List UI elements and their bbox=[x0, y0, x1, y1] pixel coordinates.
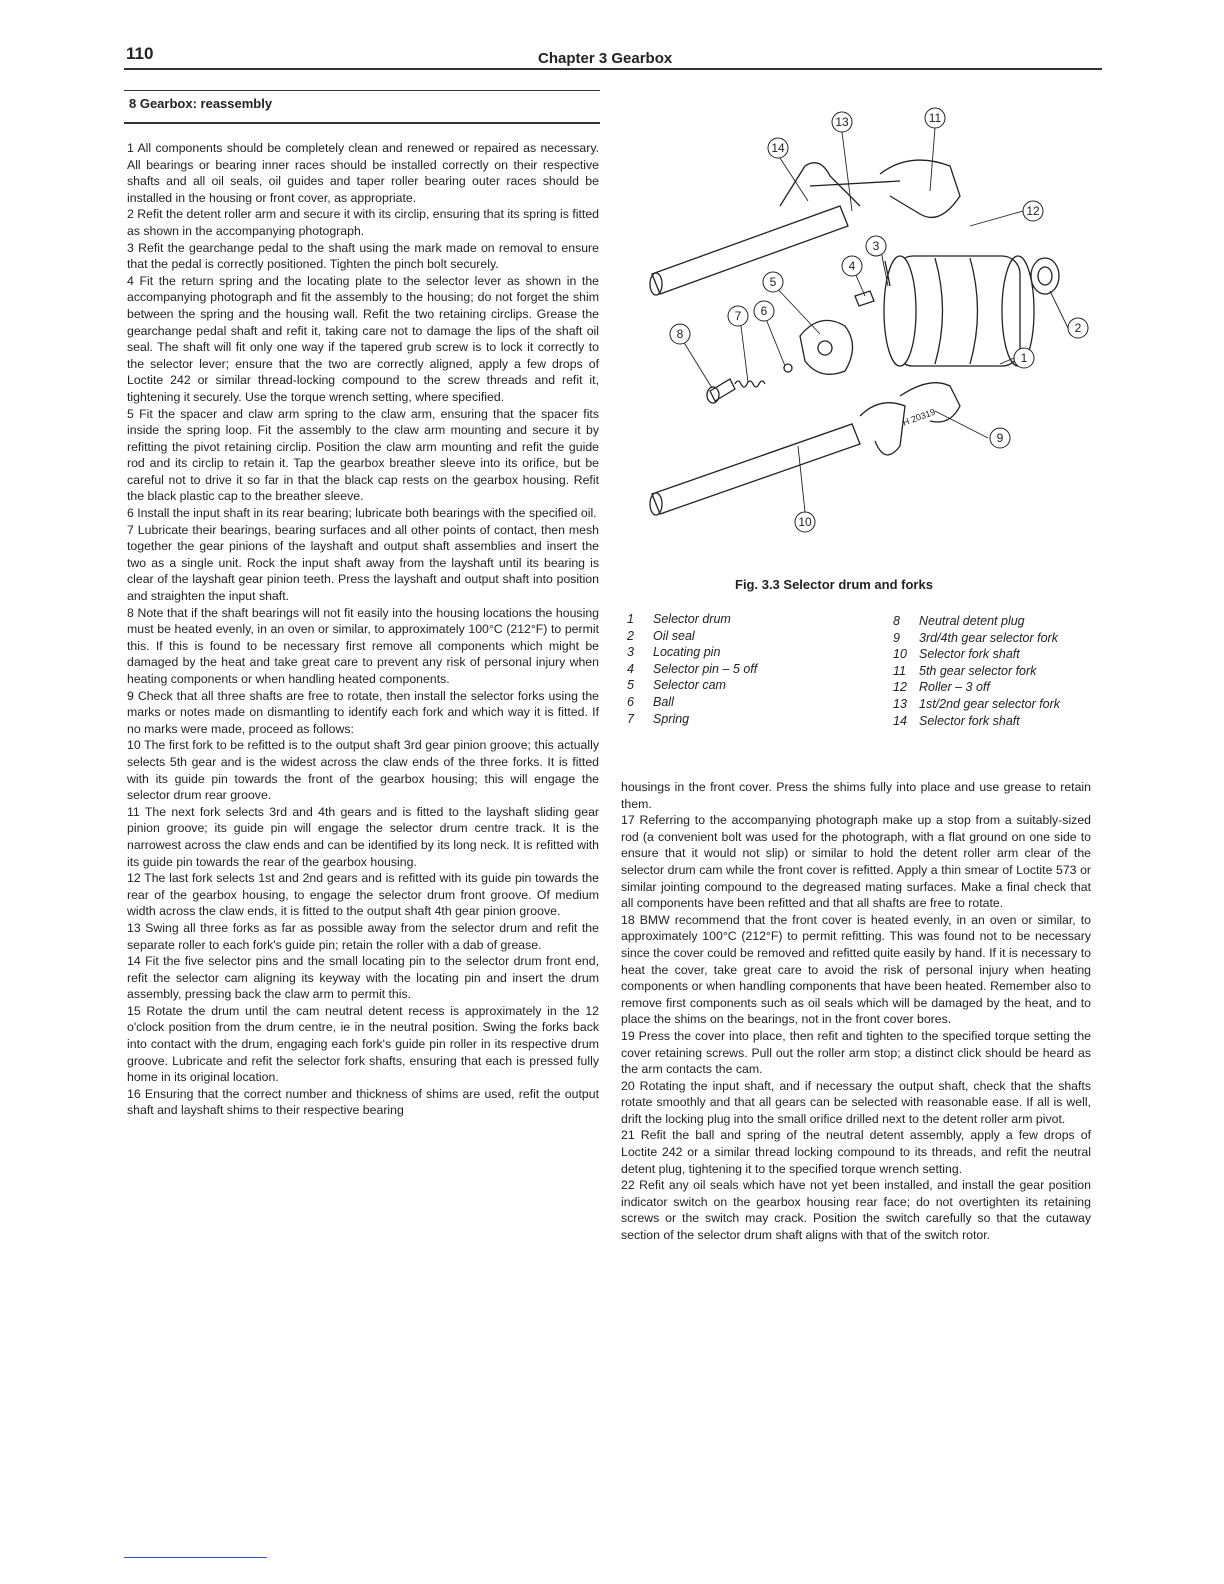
svg-text:8: 8 bbox=[676, 327, 684, 341]
chapter-title: Chapter 3 Gearbox bbox=[538, 50, 673, 67]
section-rule-bottom bbox=[124, 122, 600, 124]
callout-3 bbox=[866, 236, 886, 256]
svg-text:12: 12 bbox=[1026, 204, 1040, 218]
exploded-diagram bbox=[630, 96, 1098, 546]
paragraph: 19 Press the cover into place, then refit and tighten to the specified torque setting the cover retaining screws. Pull out the roller arm stop; a distinct click should be heard as the arm contacts the cam. bbox=[621, 1028, 1091, 1077]
section-title: 8 Gearbox: reassembly bbox=[129, 96, 273, 111]
drawing-code: H 20319 bbox=[901, 406, 937, 428]
callout-1 bbox=[1014, 348, 1034, 368]
paragraph: 7 Lubricate their bearings, bearing surfaces and all other points of contact, then mesh together the gear pinions of the layshaft and output shaft assemblies and insert the two as a single unit. Rock the input shaft away from the layshaft until its bearing is clear of the layshaft gear pinion teeth. Press the layshaft and output shaft into position and straighten the input shaft. bbox=[127, 522, 599, 604]
callout-9 bbox=[990, 428, 1010, 448]
section-heading bbox=[124, 88, 600, 126]
paragraph: 11 The next fork selects 3rd and 4th gears and is fitted to the layshaft sliding gear pinion groove; its guide pin will engage the selector drum centre track. It is the narrowest across the claw ends and can be identified by its long neck. It is refitted with its guide pin towards the rear of the gearbox housing. bbox=[127, 804, 599, 869]
legend-item: 10 Selector fork shaft bbox=[893, 647, 1020, 662]
footer-rule bbox=[124, 1557, 267, 1558]
paragraph: 20 Rotating the input shaft, and if necessary the output shaft, check that the shafts rotate smoothly and that all gears can be selected with reasonable ease. If all is well, drift the locking plug into the small orifice drilled next to the detent roller arm pivot. bbox=[621, 1078, 1091, 1126]
header-rule bbox=[124, 68, 1102, 70]
svg-text:10: 10 bbox=[798, 515, 812, 529]
paragraph: 5 Fit the spacer and claw arm spring to the claw arm, ensuring that the spacer fits inside the spring loop. Fit the assembly to the claw arm mounting and secure it by refitting the pivot retaining circlip. Position the claw arm mounting and refit the guide rod and its circlip to retain it. Tap the gearbox breather sleeve into its orifice, but be careful not to drive it so far in that the black cap rests on the gearbox housing. Refit the black plastic cap to the breather sleeve. bbox=[127, 406, 599, 504]
legend-item: 7 Spring bbox=[627, 711, 690, 726]
callout-13 bbox=[832, 112, 852, 132]
callout-8 bbox=[670, 324, 690, 344]
svg-text:1: 1 bbox=[1020, 351, 1028, 365]
paragraph: 3 Refit the gearchange pedal to the shaft using the mark made on removal to ensure that the pedal is correctly positioned. Tighten the pinch bolt securely. bbox=[127, 240, 599, 272]
legend-item: 9 3rd/4th gear selector fork bbox=[893, 630, 1058, 645]
callout-7 bbox=[728, 306, 748, 326]
left-column bbox=[127, 140, 599, 1119]
svg-text:14: 14 bbox=[771, 141, 785, 155]
page-header bbox=[124, 40, 1102, 78]
section-rule-top bbox=[124, 90, 600, 91]
legend-item: 1 Selector drum bbox=[627, 612, 731, 626]
paragraph: 21 Refit the ball and spring of the neutral detent assembly, apply a few drops of Loctite 242 or a similar thread locking compound to its threads, and refit the neutral detent plug, tightening it to the specified torque wrench setting. bbox=[621, 1128, 1091, 1176]
legend-item: 11 5th gear selector fork bbox=[893, 663, 1037, 678]
legend-item: 13 1st/2nd gear selector fork bbox=[893, 696, 1061, 711]
callout-6 bbox=[754, 301, 774, 321]
right-column bbox=[621, 779, 1091, 1244]
paragraph: 2 Refit the detent roller arm and secure it with its circlip, ensuring that its spring is fitted as shown in the accompanying photograph. bbox=[127, 207, 599, 238]
legend-item: 12 Roller – 3 off bbox=[893, 680, 990, 695]
legend-item: 14 Selector fork shaft bbox=[893, 713, 1020, 728]
page-number: 110 bbox=[126, 44, 154, 63]
callout-10 bbox=[795, 512, 815, 532]
svg-text:6: 6 bbox=[760, 304, 768, 318]
svg-text:13: 13 bbox=[835, 115, 849, 129]
callout-5 bbox=[763, 272, 783, 292]
legend-item: 8 Neutral detent plug bbox=[893, 614, 1025, 628]
svg-text:2: 2 bbox=[1074, 321, 1082, 335]
paragraph: 22 Refit any oil seals which have not yet been installed, and install the gear position indicator switch on the gearbox housing rear face; do not overtighten its retaining screws or the switch may crack. Position the switch carefully so that the cutaway section of the selector drum shaft aligns with that of the switch rotor. bbox=[621, 1178, 1091, 1243]
svg-text:4: 4 bbox=[848, 259, 856, 273]
svg-text:5: 5 bbox=[769, 275, 777, 289]
paragraph: 4 Fit the return spring and the locating plate to the selector lever as shown in the accompanying photograph and fit the assembly to the housing; do not forget the shim between the spring and the housing wall. Refit the two retaining circlips. Grease the gearchange pedal shaft and refit it, taking care not to damage the lips of the shaft oil seal. The shaft will fit only one way if the tapered grub screw is to lock it correctly to the selector lever; ensure that the two are correctly aligned, apply a few drops of Loctite 242 or similar thread-locking compound to the screw threads and refit it, tightening it securely. Use the torque wrench setting, where specified. bbox=[127, 273, 599, 404]
callout-4 bbox=[842, 256, 862, 276]
figure-caption: Fig. 3.3 Selector drum and forks bbox=[735, 577, 933, 592]
legend-item: 2 Oil seal bbox=[627, 628, 695, 643]
paragraph: 13 Swing all three forks as far as possible away from the selector drum and refit the separate roller to each fork's guide pin; retain the roller with a dab of grease. bbox=[127, 920, 599, 952]
legend-item: 3 Locating pin bbox=[627, 645, 721, 660]
figure-legend-right bbox=[893, 613, 1103, 729]
figure-legend-left bbox=[627, 611, 867, 727]
callout-12 bbox=[1023, 201, 1043, 221]
callout-14 bbox=[768, 138, 788, 158]
paragraph: 12 The last fork selects 1st and 2nd gears and is refitted with its guide pin towards the rear of the gearbox housing, to engage the selector drum front groove. Of medium width across the claw ends, it is fitted to the output shaft 4th gear pinion groove. bbox=[127, 871, 599, 919]
callout-11 bbox=[925, 108, 945, 128]
svg-text:9: 9 bbox=[996, 431, 1004, 445]
callout-2 bbox=[1068, 318, 1088, 338]
paragraph: 14 Fit the five selector pins and the small locating pin to the selector drum front end, refit the selector cam aligning its keyway with the locating pin and insert the drum assembly, pressing back the claw arm to permit this. bbox=[127, 954, 599, 1002]
paragraph: 9 Check that all three shafts are free to rotate, then install the selector forks using the marks or notes made on dismantling to identify each fork and which way it is fitted. If no marks were made, proceed as follows: bbox=[127, 688, 599, 736]
paragraph: 1 All components should be completely clean and renewed or repaired as necessary. All bearings or bearing inner races should be installed correctly on their respective shafts and all oil seals, oil guides and taper roller bearing outer races should be installed in the housing or front cover, as appropriate. bbox=[127, 141, 599, 205]
legend-item: 6 Ball bbox=[627, 694, 674, 709]
paragraph: 8 Note that if the shaft bearings will not fit easily into the housing locations the housing must be heated evenly, in an oven or similar, to approximately 100°C (212°F) to permit this. If this is found to be necessary first remove all components which might be damaged by the heat and take great care to prevent any risk of personal injury when heating components or when handling heated components. bbox=[127, 605, 599, 686]
svg-text:7: 7 bbox=[734, 309, 742, 323]
paragraph: 18 BMW recommend that the front cover is heated evenly, in an oven or similar, to approximately 100°C (212°F) to permit refitting. This was found not to be necessary since the cover could be removed and refitted quite easily by hand. If it is necessary to heat the cover, take great care to avoid the risk of personal injury when heating components or when handling components that have been heated. Remember also to remove first components such as oil seals which will be damaged by the heat, and to place the shims on the bearings, not in the front cover bores. bbox=[621, 912, 1091, 1027]
legend-item: 5 Selector cam bbox=[627, 678, 726, 693]
selector-drum-figure bbox=[630, 96, 1098, 546]
legend-item: 4 Selector pin – 5 off bbox=[627, 661, 758, 676]
paragraph: 17 Referring to the accompanying photograph make up a stop from a suitably-sized rod (a convenient bolt was used for the photograph, with a flat ground on one side to ensure that it would not slip) or similar to hold the detent roller arm clear of the selector drum cam while the front cover is refitted. Apply a thin smear of Loctite 573 or similar jointing compound to the degreased mating surfaces. Make a final check that all components have been refitted and that all shafts are free to rotate. bbox=[621, 813, 1091, 911]
svg-text:3: 3 bbox=[872, 239, 880, 253]
paragraph: 15 Rotate the drum until the cam neutral detent recess is approximately in the 12 o'clock position from the drum centre, ie in the neutral position. Swing the forks back into contact with the drum, engaging each fork's guide pin roller in its respective drum groove. Lubricate and refit the selector fork shafts, ensuring that each is pressed fully home in its original location. bbox=[127, 1003, 599, 1085]
paragraph: 6 Install the input shaft in its rear bearing; lubricate both bearings with the specified oil. bbox=[127, 506, 597, 521]
svg-text:11: 11 bbox=[928, 111, 942, 125]
paragraph: 10 The first fork to be refitted is to the output shaft 3rd gear pinion groove; this actually selects 5th gear and is the widest across the claw ends of the three forks. It is fitted with its guide pin towards the front of the gearbox housing; this will engage the selector drum rear groove. bbox=[127, 738, 599, 803]
paragraph: 16 Ensuring that the correct number and thickness of shims are used, refit the output shaft and layshaft shims to their respective bearing bbox=[127, 1086, 599, 1118]
paragraph: housings in the front cover. Press the shims fully into place and use grease to retain them. bbox=[621, 780, 1091, 811]
